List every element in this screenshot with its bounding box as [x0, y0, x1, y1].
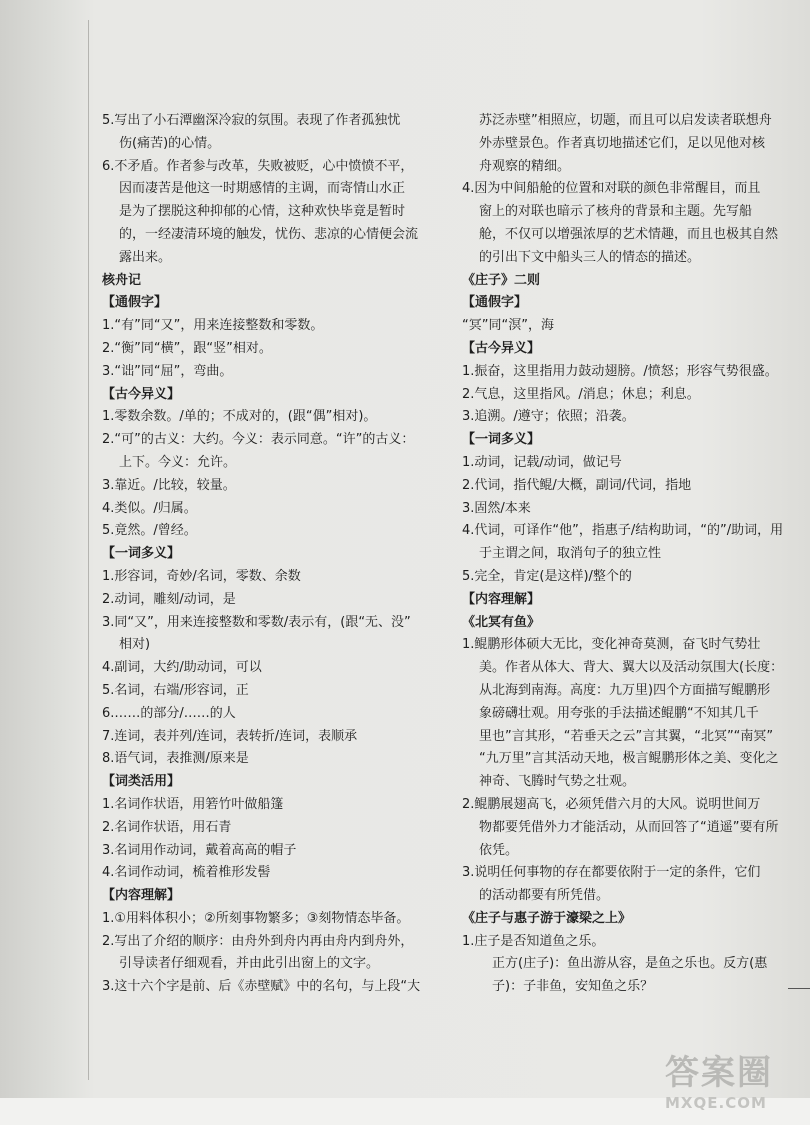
answer-line: 1.振奋，这里指用力鼓动翅膀。/愤怒；形容气势很盛。 [462, 363, 778, 379]
subsection-heading: 【词类活用】 [102, 774, 181, 790]
answer-line: 从北海到南海。高度：九万里)四个方面描写鲲鹏形 [479, 682, 771, 698]
answer-line: 2.“衡”同“横”，跟“竖”相对。 [102, 340, 272, 356]
left-column [102, 110, 447, 999]
answer-line: 5.竟然。/曾经。 [102, 523, 197, 539]
answer-line: 里也”言其形，“若垂天之云”言其翼，“北冥”“南冥” [479, 728, 774, 744]
answer-line: 3.“诎”同“屈”，弯曲。 [102, 363, 233, 379]
answer-line: 是为了摆脱这种抑郁的心情，这种欢快毕竟是暂时 [119, 204, 406, 220]
subsection-heading: 【内容理解】 [462, 591, 541, 607]
answer-line: 依凭。 [479, 842, 519, 858]
answer-line: 3.这十六个字是前、后《赤壁赋》中的名句，与上段“大 [102, 979, 421, 995]
subsection-title: 《北冥有鱼》 [462, 614, 541, 630]
answer-line: 2.名词作状语，用石青 [102, 819, 232, 835]
answer-line: 2.代词，指代鲲/大概，副词/代词，指地 [462, 477, 692, 493]
answer-line: “冥”同“溟”，海 [462, 318, 554, 334]
answer-line: 1.“有”同“又”，用来连接整数和零数。 [102, 318, 324, 334]
answer-line: 1.形容词，奇妙/名词，零数、余数 [102, 568, 301, 584]
subsection-heading: 【古今异义】 [102, 386, 181, 402]
answer-line: 2.动词，雕刻/动词，是 [102, 591, 236, 607]
answer-line: 因而凄苦是他这一时期感情的主调，而寄情山水正 [119, 181, 406, 197]
answer-line: 5.完全，肯定(是这样)/整个的 [462, 568, 632, 584]
subsection-heading: 【一词多义】 [102, 546, 181, 562]
right-column [462, 110, 800, 999]
answer-line: 5.写出了小石潭幽深冷寂的氛围。表现了作者孤独忧 [102, 113, 401, 128]
answer-line: 1.名词作状语，用箬竹叶做船篷 [102, 796, 284, 812]
section-title: 核舟记 [102, 272, 142, 288]
answer-line: 6.……的部分/……的人 [102, 705, 236, 721]
answer-line: 引导读者仔细观看，并由此引出窗上的文字。 [119, 956, 380, 972]
answer-line: 4.类似。/归属。 [102, 500, 197, 516]
answer-line: 3.说明任何事物的存在都要依附于一定的条件，它们 [462, 865, 761, 881]
answer-line: 于主谓之间，取消句子的独立性 [479, 546, 662, 562]
answer-line: 舱，不仅可以增强浓厚的艺术情趣，而且也极其自然 [479, 226, 779, 242]
answer-line: 子)：子非鱼，安知鱼之乐？ [492, 979, 654, 995]
subsection-heading: 【古今异义】 [462, 340, 541, 356]
answer-line: “九万里”言其活动天地，极言鲲鹏形体之美、变化之 [479, 751, 779, 767]
answer-line: 正方(庄子)：鱼出游从容，是鱼之乐也。反方(惠 [492, 956, 768, 972]
answer-line: 相对) [119, 637, 151, 653]
answer-line: 的引出下文中船头三人的情态的描述。 [479, 249, 701, 265]
answer-line: 舟观察的精细。 [479, 158, 571, 174]
answer-line: 4.名词作动词，梳着椎形发髻 [102, 865, 271, 881]
answer-line: 象磅礴壮观。用夸张的手法描述鲲鹏“不知其几千 [479, 705, 759, 721]
section-title: 《庄子》二则 [462, 272, 541, 288]
answer-line: 1.庄子是否知道鱼之乐。 [462, 933, 605, 949]
answer-line: 露出来。 [119, 249, 172, 265]
answer-line: 1.鲲鹏形体硕大无比，变化神奇莫测，奋飞时气势壮 [462, 637, 761, 653]
answer-line: 伤(痛苦)的心情。 [119, 135, 221, 151]
watermark-url-text: MXQE.COM [665, 1094, 767, 1112]
answer-line: 的，一经凄清环境的触发，忧伤、悲凉的心情便会流 [119, 226, 419, 242]
answer-line: 3.名词用作动词，戴着高高的帽子 [102, 842, 297, 858]
margin-tick-mark [788, 988, 810, 989]
answer-line: 3.同“又”，用来连接整数和零数/表示有，(跟“无、没” [102, 614, 411, 630]
answer-line: 1.①用料体积小；②所刻事物繁多；③刻物情态毕备。 [102, 910, 410, 926]
subsection-heading: 【内容理解】 [102, 888, 181, 904]
answer-line: 3.追溯。/遵守；依照；沿袭。 [462, 409, 635, 425]
answer-line: 7.连词，表并列/连词，表转折/连词，表顺承 [102, 728, 358, 744]
subsection-heading: 【通假字】 [462, 295, 528, 311]
answer-line: 4.副词，大约/助动词，可以 [102, 660, 262, 676]
answer-line: 5.名词，右端/形容词，正 [102, 682, 249, 698]
answer-line: 8.语气词，表推测/原来是 [102, 751, 249, 767]
binding-gutter-line [88, 20, 89, 1080]
answer-line: 2.气息，这里指风。/消息；休息；利息。 [462, 386, 700, 402]
answer-line: 窗上的对联也暗示了核舟的背景和主题。先写船 [479, 204, 753, 220]
answer-line: 4.因为中间船舱的位置和对联的颜色非常醒目，而且 [462, 181, 761, 197]
answer-line: 2.写出了介绍的顺序：由舟外到舟内再由舟内到舟外， [102, 933, 414, 949]
answer-line: 1.动词，记载/动词，做记号 [462, 454, 622, 470]
watermark-logo-text: 答案圈 [665, 1053, 773, 1093]
site-watermark [665, 1045, 805, 1123]
subsection-heading: 【一词多义】 [462, 432, 541, 448]
answer-line: 的活动都要有所凭借。 [479, 888, 610, 904]
answer-line: 3.靠近。/比较，较量。 [102, 477, 236, 493]
answer-line: 美。作者从体大、背大、翼大以及活动氛围大(长度： [479, 660, 784, 676]
answer-line: 上下。今义：允许。 [119, 454, 237, 470]
answer-line: 外赤壁景色。作者真切地描述它们，足以见他对核 [479, 135, 766, 151]
subsection-heading: 【通假字】 [102, 295, 168, 311]
answer-line: 2.鲲鹏展翅高飞，必须凭借六月的大风。说明世间万 [462, 796, 761, 812]
answer-line: 3.固然/本来 [462, 500, 531, 516]
subsection-title: 《庄子与惠子游于濠梁之上》 [462, 910, 632, 926]
answer-line: 1.零数余数。/单的；不成对的，(跟“偶”相对)。 [102, 409, 377, 425]
answer-line: 物都要凭借外力才能活动，从而回答了“逍遥”要有所 [479, 819, 779, 835]
answer-line: 6.不矛盾。作者参与改革，失败被贬，心中愤愤不平， [102, 158, 414, 174]
answer-line: 苏泛赤壁”相照应，切题，而且可以启发读者联想舟 [479, 113, 772, 128]
answer-line: 神奇、飞腾时气势之壮观。 [479, 774, 636, 790]
answer-line: 4.代词，可译作“他”，指惠子/结构助词，“的”/助词，用 [462, 523, 784, 539]
answer-line: 2.“可”的古义：大约。今义：表示同意。“许”的古义： [102, 432, 415, 448]
